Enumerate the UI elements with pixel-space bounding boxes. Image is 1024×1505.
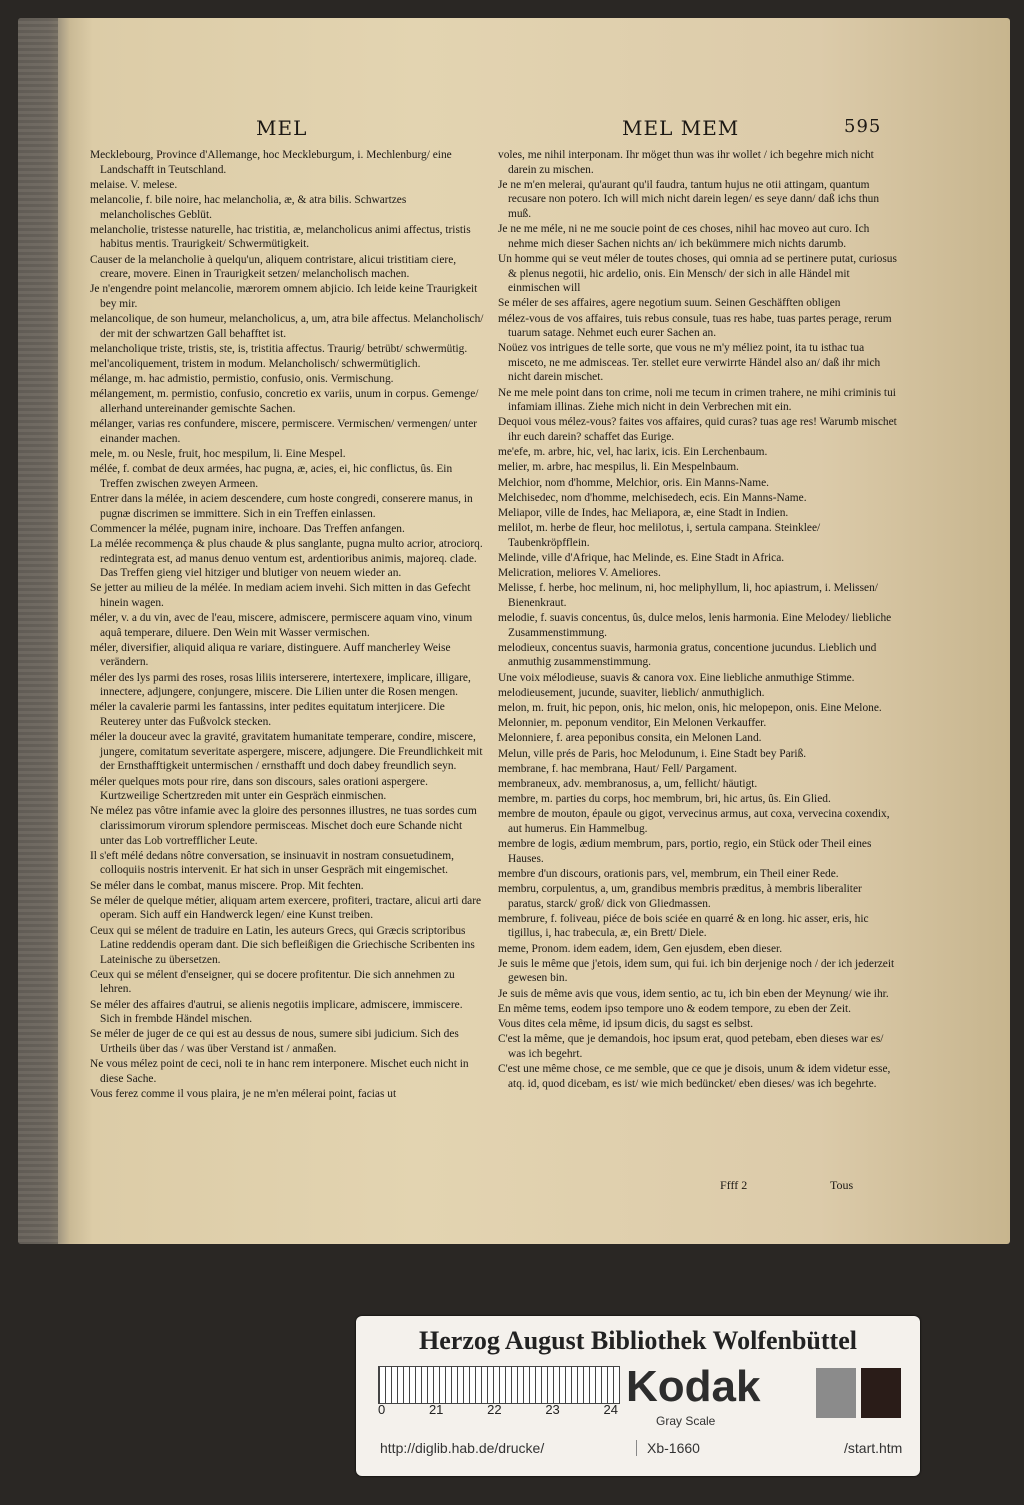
ruler-ticks	[378, 1402, 618, 1417]
ruler-tick-label: 23	[545, 1402, 560, 1417]
dictionary-entry: membre de logis, ædium membrum, pars, portio, regio, ein Stück oder Theil eines Hauses.	[498, 838, 872, 865]
dictionary-entry: Entrer dans la mélée, in aciem descendere, cum hoste congredi, conserere manus, in pugnæ discrimen se immittere. Sich in ein Treffen einlassen.	[90, 492, 473, 520]
gray-patch-mid	[816, 1368, 856, 1418]
dictionary-entry: Melonnier, m. peponum venditor, Ein Melonen Verkauffer.	[498, 717, 767, 730]
dictionary-entry: Dequoi vous mélez-vous? faites vos affaires, quid curas? tuas age res! Warumb mischet ihr euch darein? schaffet das Eurige.	[498, 416, 897, 444]
dictionary-entry: Ceux qui se mélent de traduire en Latin, les auteurs Grecs, qui Græcis scriptoribus Latine reddendis operam dant. Die sich befleißigen die Griechische Scribenten ins Lateinische zu übersetzen.	[90, 924, 475, 966]
dictionary-entry: Se méler des affaires d'autrui, se alienis negotiis implicare, admiscere, immiscere. Sich in frembde Händel mischen.	[90, 998, 463, 1026]
dictionary-entry: Melun, ville prés de Paris, hoc Melodunum, i. Eine Stadt bey Pariß.	[498, 747, 807, 760]
dictionary-entry: Ne mélez pas vôtre infamie avec la gloire des personnes illustres, ne tuas sordes cum clarissimorum virorum splendore permisceas. Mischet doch eure Schande nicht unter das Lob vortrefflicher Leute.	[90, 805, 477, 847]
dictionary-entry: mélée, f. combat de deux armées, hac pugna, æ, acies, ei, hic conflictus, ûs. Ein Treffen zwischen zweyen Armeen.	[90, 463, 453, 490]
dictionary-entry: melilot, m. herbe de fleur, hoc melilotus, i, sertula campana. Steinklee/ Taubenkröpfflein.	[498, 522, 821, 549]
dictionary-entry: melancolique, de son humeur, melancholicus, a, um, atra bile affectus. Melancholisch/ der mit der schwartzen Gall behafftet ist.	[90, 313, 484, 340]
dictionary-entry: mel'ancoliquement, tristem in modum. Melancholisch/ schwermütiglich.	[90, 358, 421, 371]
dictionary-entry: Vous dites cela même, id ipsum dicis, du sagst es selbst.	[498, 1018, 754, 1030]
dictionary-entry: membru, corpulentus, a, um, grandibus membris præditus, à membris liberaliter paratus, starck/ groß/ dick von Gliedmassen.	[498, 883, 862, 910]
dictionary-entry: Ceux qui se mélent d'enseigner, qui se docere profitentur. Die sich annehmen zu lehren.	[90, 968, 455, 996]
dictionary-entry: membrane, f. hac membrana, Haut/ Fell/ Pargament.	[498, 762, 737, 775]
dictionary-entry: Se méler de ses affaires, agere negotium suum. Seinen Geschäfften obligen	[498, 297, 841, 310]
dictionary-entry: Se méler dans le combat, manus miscere. Prop. Mit fechten.	[90, 879, 364, 892]
dictionary-entry: Meliapor, ville de Indes, hac Meliapora, æ, eine Stadt in Indien.	[498, 506, 789, 519]
book-spine	[18, 18, 58, 1244]
dictionary-entry: melancolie, f. bile noire, hac melancholia, æ, & atra bilis. Schwartzes melancholisches Geblüt.	[90, 193, 407, 221]
dictionary-entry: melier, m. arbre, hac mespilus, li. Ein Mespelnbaum.	[498, 461, 739, 474]
dictionary-entry: Causer de la melancholie à quelqu'un, aliquem contristare, alicui tristitiam ciere, creare, movere. Einen in Traurigkeit setzen/ melancholisch machen.	[90, 253, 457, 281]
dictionary-entry: méler, v. a du vin, avec de l'eau, miscere, admiscere, permiscere aquam vino, vinum aquâ temperare, diluere. Den Wein mit Wasser vermischen.	[90, 612, 473, 639]
dictionary-entry: Je n'engendre point melancolie, mærorem omnem abjicio. Ich leide keine Traurigkeit bey mir.	[90, 283, 478, 310]
dictionary-entry: Je ne m'en melerai, qu'aurant qu'il faudra, tantum hujus ne otii attingam, quantum recusare non potero. Ich will mich nicht darein legen/ es seye dann/ daß ichs thun muß.	[498, 178, 880, 220]
dictionary-entry: Il s'eft mélé dedans nôtre conversation, se insinuavit in nostram consuetudinem, colloquiis nostris intervenit. Er hat sich in unser Gespräch mit eingemischet.	[90, 849, 454, 877]
dictionary-entry: Se méler de quelque métier, aliquam artem exercere, profiteri, tractare, alicui arti dare operam. Sich auff ein Handwerck legen/ eine Kunst treiben.	[90, 894, 482, 922]
dictionary-entry: Melchior, nom d'homme, Melchior, oris. Ein Manns-Name.	[498, 476, 769, 489]
dictionary-entry: Une voix mélodieuse, suavis & canora vox. Eine liebliche anmuthige Stimme.	[498, 671, 855, 684]
dictionary-entry: La mélée recommença & plus chaude & plus sanglante, pugna multo acrior, atrociorq. redintegrata est, ad manus denuo ventum est, ardentioribus animis, majoreq. clade. Das Treffen gieng viel hitziger und blutiger von neuem wieder an.	[90, 537, 483, 580]
scale-ruler	[378, 1366, 620, 1404]
dictionary-entry: Noüez vos intrigues de telle sorte, que vous ne m'y méliez point, ita tu isthac tua misceto, ne me admisceas. Ter. stellet eure verwirrte Händel also an/ daß ihr mich nicht darein mischet.	[498, 342, 881, 384]
dictionary-entry: melodie, f. suavis concentus, ûs, dulce melos, lenis harmonia. Eine Melodey/ liebliche Zusammenstimmung.	[498, 612, 892, 639]
dictionary-entry: C'est une même chose, ce me semble, que ce que je disois, unum & idem videtur esse, atq. id, quod dicebam, es ist/ wie mich bedüncket/ eben dieses/ was ich begehrte.	[498, 1062, 891, 1090]
dictionary-entry: C'est la même, que je demandois, hoc ipsum erat, quod petebam, eben dieses war es/ was ich begehrt.	[498, 1033, 884, 1060]
dictionary-entry: Je suis de même avis que vous, idem sentio, ac tu, ich bin eben der Meynung/ wie ihr.	[498, 987, 889, 1000]
catchword: Tous	[830, 1178, 854, 1192]
gray-patch-dark	[861, 1368, 901, 1418]
dictionary-entry: melodieusement, jucunde, suaviter, lieblich/ anmuthiglich.	[498, 686, 765, 699]
ruler-tick-label: 21	[428, 1402, 444, 1417]
dictionary-entry: membre d'un discours, orationis pars, vel, membrum, ein Theil einer Rede.	[498, 867, 839, 880]
dictionary-entry: méler des lys parmi des roses, rosas liliis interserere, intertexere, implicare, illigare, innectere, adjungere, conjungere, miscere. Die Lilien unter die Rosen mengen.	[90, 671, 471, 699]
page-number: 595	[844, 116, 882, 137]
dictionary-entry: melancholie, tristesse naturelle, hac tristitia, æ, melancholicus animi affectus, tristis habitus mentis. Traurigkeit/ Schwermütigkeit.	[90, 223, 471, 251]
dictionary-entry: me'efe, m. arbre, hic, vel, hac larix, icis. Ein Lerchenbaum.	[498, 446, 768, 459]
gray-scale-label: Gray Scale	[656, 1414, 716, 1428]
dictionary-entry: méler la cavalerie parmi les fantassins, inter pedites equitatum interjicere. Die Reuterey unter das Fußvolck stecken.	[90, 701, 445, 729]
dictionary-entry: Mecklebourg, Province d'Allemange, hoc Meckleburgum, i. Mechlenburg/ eine Landschafft in Teutschland.	[90, 149, 452, 176]
dictionary-entry: melancholique triste, tristis, ste, is, tristitia affectus. Traurig/ betrübt/ schwermütig.	[90, 342, 468, 355]
dictionary-entry: voles, me nihil interponam. Ihr möget thun was ihr wollet / ich begehre mich nicht darein zu mischen.	[498, 149, 874, 176]
url-left: http://diglib.hab.de/drucke/	[380, 1440, 545, 1456]
kodak-logo: Kodak	[626, 1362, 761, 1411]
dictionary-entry: Je suis le même que j'etois, idem sum, qui fui. ich bin derjenige noch / der ich jederzeit gewesen bin.	[498, 957, 895, 985]
dictionary-entry: mélanger, varias res confundere, miscere, permiscere. Vermischen/ vermengen/ unter einander machen.	[90, 418, 478, 445]
book-page	[18, 18, 1010, 1244]
dictionary-entry: En même tems, eodem ipso tempore uno & eodem tempore, zu eben der Zeit.	[498, 1002, 851, 1015]
dictionary-entry: melaise. V. melese.	[90, 178, 178, 191]
dictionary-entry: Melicration, meliores V. Ameliores.	[498, 567, 661, 580]
dictionary-entry: Melchisedec, nom d'homme, melchisedech, ecis. Ein Manns-Name.	[498, 491, 807, 504]
header-left: MEL	[256, 116, 308, 140]
dictionary-entry: membraneux, adv. membranosus, a, um, fellicht/ häutigt.	[498, 777, 758, 790]
dictionary-entry: membre de mouton, épaule ou gigot, vervecinus armus, aut coxa, vervecina coxendix, aut humerus. Ein Hammelbug.	[498, 808, 890, 835]
dictionary-entry: méler la douceur avec la gravité, gravitatem humanitate temperare, condire, miscere, jungere, comitatum severitate aspergere, miscere, adjungere. Die Freundlichkeit mit der Ernsthafftigkeit untermischen / ernsthafft und doch dabey freundlich seyn.	[90, 731, 483, 773]
right-column	[498, 148, 900, 1092]
url-right: /start.htm	[844, 1440, 903, 1456]
signature-mark: Ffff 2	[720, 1178, 748, 1192]
dictionary-entry: mele, m. ou Nesle, fruit, hoc mespilum, li. Eine Mespel.	[90, 448, 346, 460]
dictionary-entry: melon, m. fruit, hic pepon, onis, hic melon, onis, hic melopepon, onis. Eine Melone.	[498, 702, 882, 715]
dictionary-entry: membrure, f. foliveau, piéce de bois sciée en quarré & en long. hic asser, eris, hic tigillus, i, hac trabecula, æ, ein Brett/ Diele.	[498, 912, 869, 940]
ruler-tick-label: 24	[603, 1402, 618, 1417]
dictionary-entry: meme, Pronom. idem eadem, idem, Gen ejusdem, eben dieser.	[498, 942, 783, 955]
shelfmark: Xb-1660	[636, 1440, 700, 1456]
dictionary-entry: Melinde, ville d'Afrique, hac Melinde, es. Eine Stadt in Africa.	[498, 551, 785, 564]
ruler-tick-label: 0	[378, 1402, 386, 1417]
dictionary-entry: mélangement, m. permistio, confusio, concretio ex variis, unum in corpus. Gemenge/ allerhand untereinander gemischte Sachen.	[90, 388, 479, 416]
ruler-tick-label: 22	[487, 1402, 502, 1417]
dictionary-entry: Je ne me méle, ni ne me soucie point de ces choses, nihil hac moveo aut curo. Ich nehme mich dieser Sachen nichts an/ ich bekümmere mich nichts darumb.	[498, 223, 870, 250]
dictionary-entry: méler quelques mots pour rire, dans son discours, sales orationi aspergere. Kurtzweilige Schertzreden mit unter ein Gespräch einmischen.	[90, 775, 428, 803]
library-name: Herzog August Bibliothek Wolfenbüttel	[419, 1326, 857, 1355]
dictionary-entry: Se méler de juger de ce qui est au dessus de nous, sumere sibi judicium. Sich des Urtheils über das / was über Verstand ist / anmaßen.	[90, 1028, 459, 1056]
dictionary-entry: Melonniere, f. area peponibus consita, ein Melonen Land.	[498, 732, 762, 745]
dictionary-entry: mélez-vous de vos affaires, tuis rebus consule, tuas res habe, tuas partes perage, rerum tuarum satage. Nehmet euch eurer Sachen an.	[498, 312, 892, 340]
dictionary-entry: membre, m. parties du corps, hoc membrum, bri, hic artus, ûs. Ein Glied.	[498, 793, 831, 806]
left-column	[90, 148, 484, 1102]
dictionary-entry: Commencer la mélée, pugnam inire, inchoare. Das Treffen anfangen.	[90, 522, 405, 535]
dictionary-entry: melodieux, concentus suavis, harmonia gratus, concentione jucundus. Lieblich und anmuthig zusammenstimmung.	[498, 641, 877, 669]
dictionary-entry: Vous ferez comme il vous plaira, je ne m'en mélerai point, facias ut	[90, 1088, 397, 1100]
dictionary-entry: Un homme qui se veut méler de toutes choses, qui omnia ad se pertinere putat, curiosus & plenus negotii, hic ardelio, onis. Ein Mensch/ der sich in alle Händel mit einmischen will	[498, 252, 897, 295]
header-right: MEL MEM	[622, 116, 740, 140]
dictionary-entry: Ne vous mélez point de ceci, noli te in hanc rem interponere. Mischet euch nicht in diese Sache.	[90, 1058, 469, 1085]
dictionary-entry: méler, diversifier, aliquid aliqua re variare, distinguere. Auff mancherley Weise verändern.	[90, 641, 451, 669]
target-card	[356, 1316, 920, 1476]
dictionary-entry: Melisse, f. herbe, hoc melinum, ni, hoc meliphyllum, li, hoc apiastrum, i. Melissen/ Bienenkraut.	[498, 582, 878, 609]
dictionary-entry: mélange, m. hac admistio, permistio, confusio, onis. Vermischung.	[90, 373, 394, 386]
dictionary-entry: Se jetter au milieu de la mélée. In mediam aciem invehi. Sich mitten in das Gefecht hinein wagen.	[90, 582, 471, 609]
dictionary-entry: Ne me mele point dans ton crime, noli me tecum in crimen trahere, ne mihi criminis tui infamiam illinas. Ziehe mich nicht in dein Verbrechen mit ein.	[498, 386, 896, 414]
